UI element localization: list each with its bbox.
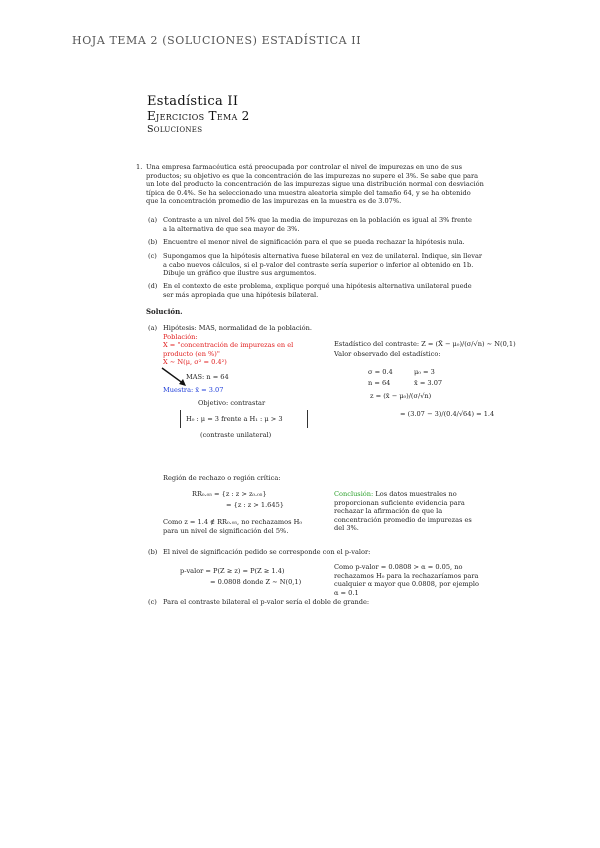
part-b-label: (b): [148, 238, 158, 246]
value-xbar: x̄ = 3.07: [414, 379, 443, 387]
solution-heading: Solución.: [146, 307, 183, 316]
document-header: HOJA TEMA 2 (SOLUCIONES) ESTADÍSTICA II: [72, 34, 362, 47]
doc-title: Estadística II: [147, 94, 239, 109]
objective-text: Objetivo: contrastar: [198, 399, 266, 407]
population-line: producto (en %)": [163, 349, 220, 358]
rejection-label: Región de rechazo o región crítica:: [163, 474, 281, 482]
observed-label: Valor observado del estadístico:: [334, 350, 441, 358]
rr-line1: RR₀.₀₅ = {z : z > z₀.₀₅}: [192, 490, 267, 498]
sol-a-label: (a): [148, 324, 158, 332]
problem-number: 1.: [136, 163, 143, 171]
doc-subtitle: Ejercicios Tema 2: [147, 109, 250, 123]
rr-line2: = {z : z > 1.645}: [226, 501, 284, 509]
z-formula: z = (x̄ − μ₀)/(σ/√n): [370, 392, 432, 400]
conclusion-label: Conclusión:: [334, 490, 374, 498]
problem-line: un lote del producto la concentración de las impurezas sigue una distribución normal con desviación: [146, 180, 484, 189]
population-label: Población:: [163, 333, 198, 341]
problem-line: productos; su objetivo es que la concentración de las impurezas no supere el 3%. Se sabe que para: [146, 171, 479, 180]
population-def: [163, 341, 293, 367]
part-line: a cabo nuevos cálculos, si el p-valor del contraste sería superior o inferior al obtenido en 1b.: [163, 260, 474, 269]
pvalue-line1: p-valor = P(Z ≥ z) = P(Z ≥ 1.4): [180, 567, 285, 575]
population-line: X ∼ N(μ, σ² = 0.4²): [163, 358, 227, 367]
conclusion-text: Los datos muestrales no proporcionan suficiente evidencia para rechazar la afirmación de que la concentración promedio de impurezas es del 3%.: [334, 490, 472, 533]
sample-text: Muestra: x̄ = 3.07: [163, 386, 224, 394]
como-text: [163, 518, 302, 527]
como-text-2: para un nivel de significación del 5%.: [163, 527, 289, 535]
value-mu0: μ₀ = 3: [414, 368, 435, 376]
part-a-label: (a): [148, 216, 158, 224]
statistic-text: Estadístico del contraste: Z = (X̄ − μ₀)/(σ/√n) ∼ N(0,1): [334, 340, 516, 348]
part-c-label: (c): [148, 252, 157, 260]
z-value: = (3.07 − 3)/(0.4/√64) = 1.4: [400, 410, 495, 418]
problem-line: típica de 0.4%. Se ha seleccionado una muestra aleatoria simple del tamaño 64, y se ha obtenido: [146, 188, 471, 197]
sol-c-label: (c): [148, 598, 157, 606]
part-c-text: [163, 252, 482, 278]
part-d-text: [163, 282, 472, 299]
part-d-label: (d): [148, 282, 158, 290]
doc-section: Soluciones: [147, 124, 203, 135]
part-line: Encuentre el menor nivel de significación para el que se pueda rechazar la hipótesis nula.: [163, 238, 465, 246]
sol-b-label: (b): [148, 548, 158, 556]
part-line: a la alternativa de que sea mayor de 3%.: [163, 224, 300, 233]
problem-line: que la concentración promedio de las impurezas en la muestra es de 3.07%.: [146, 197, 402, 206]
conclusion-block: [334, 490, 484, 533]
hypothesis-text: Hipótesis: MAS, normalidad de la población.: [163, 324, 312, 332]
part-line: Dibuje un gráfico que ilustre sus argumentos.: [163, 269, 317, 278]
value-sigma: σ = 0.4: [368, 368, 393, 376]
population-line: X = "concentración de impurezas en el: [163, 341, 294, 349]
sol-b-text: El nivel de significación pedido se corresponde con el p-valor:: [163, 548, 371, 556]
hypotheses: H₀ : μ = 3 frente a H₁ : μ > 3: [186, 415, 283, 423]
part-line: En el contexto de este problema, explique porqué una hipótesis alternativa unilateral puede: [163, 282, 472, 290]
value-n: n = 64: [368, 379, 391, 387]
pvalue-line2: = 0.0808 donde Z ∼ N(0,1): [210, 578, 302, 586]
como-line: Como z = 1.4 ∉ RR₀.₀₅, no rechazamos H₀: [163, 518, 302, 526]
part-b-text: [163, 238, 465, 247]
part-line: Supongamos que la hipótesis alternativa fuese bilateral en vez de unilateral. Indique, sin llevar: [163, 252, 483, 260]
part-line: ser más apropiada que una hipótesis bilateral.: [163, 290, 319, 299]
pvalue-note: Como p-valor = 0.0808 > α = 0.05, no rechazamos H₀ para la rechazaríamos para cualquier α mayor que 0.0808, por ejemplo α = 0.1: [334, 563, 479, 597]
part-a-text: [163, 216, 472, 233]
part-line: Contraste a un nivel del 5% que la media de impurezas en la población es igual al 3% frente: [163, 216, 472, 224]
sol-c-text: Para el contraste bilateral el p-valor sería el doble de grande:: [163, 598, 370, 606]
mas-text: MAS: n = 64: [186, 373, 229, 381]
contrast-note: (contraste unilateral): [200, 431, 272, 439]
problem-line: Una empresa farmacéutica está preocupada por controlar el nivel de impurezas en uno de sus: [146, 163, 462, 171]
problem-text: [146, 163, 484, 206]
